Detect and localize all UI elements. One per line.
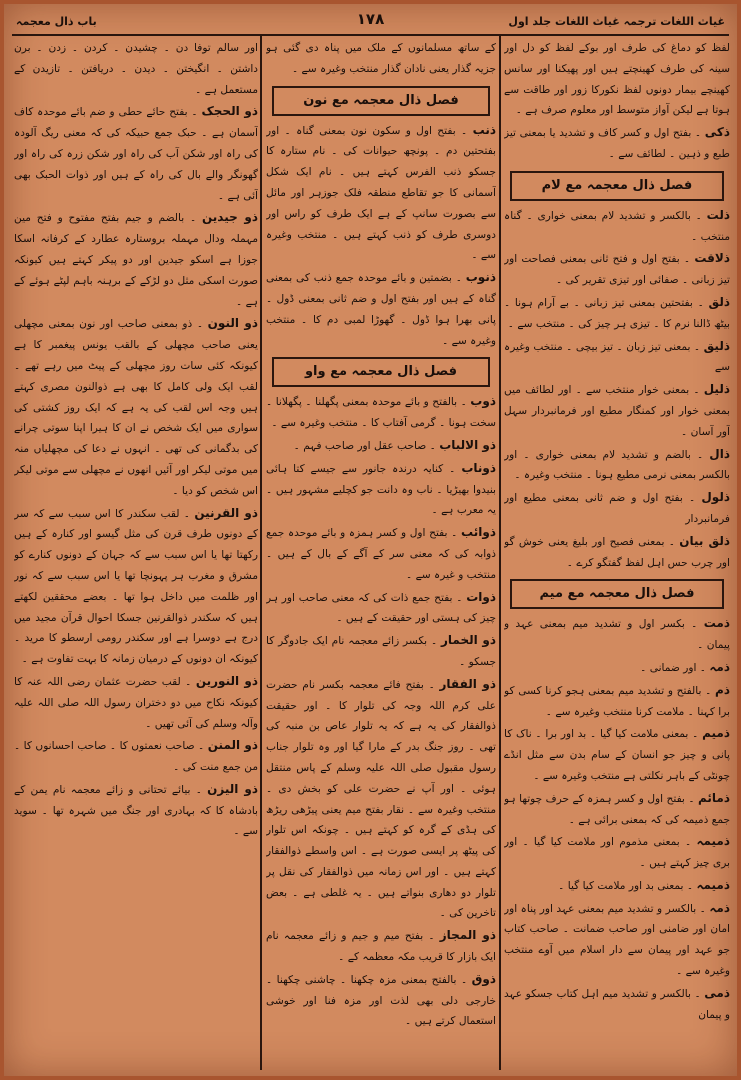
dictionary-entry: ذکی ۔ بفتح اول و کسر کاف و تشدید یا بمعنی تیز طبع و ذہین ۔ لطائف سے ۔ (504, 125, 730, 160)
entry-definition: صاحب نعمتوں کا ۔ صاحب احسانوں کا ۔ من جمع منت کی ۔ (14, 740, 258, 774)
entry-headword: ذلق (708, 294, 730, 309)
entry-definition: بالفتح بمعنی مزہ چکھنا ۔ چاشنی چکھنا ۔ خارجی دلی بھی لذت اور مزہ فنا اور خوشی استعمال کرتے ہیں ۔ (266, 973, 496, 1028)
entry-headword: ذمیمہ (696, 834, 730, 849)
dictionary-entry: ذوناب ۔ کنایہ درندہ جانور سے جیسے کتا ہائی بنیدوا بھیڑیا ۔ ناب وہ دانت جو کچلیے مشہور ہیں ۔ یہ معرب ہے ۔ (266, 460, 496, 517)
entry-definition: بکسر اول و تشدید میم بمعنی عہد و پیمان ۔ (504, 618, 730, 652)
dictionary-entry: ذلیق ۔ بمعنی تیز زبان ۔ تیز بیچی ۔ منتخب وغیرہ سے (504, 338, 730, 374)
header-book-title: غیاث اللغات ترجمہ غیاث اللغات جلد اول (508, 15, 725, 28)
dictionary-entry: ذو الیزن ۔ بیائے تحتانی و زائے معجمہ نام یمن کے بادشاہ کا کہ بہادری اور جنگ میں شہرہ تھا ۔ سوید سے ۔ (14, 781, 258, 838)
entry-definition: بفتح اول و ضم ثانی بمعنی مطیع اور فرمانبردار (504, 492, 730, 525)
entry-definition: بفتح جمع ذات کی کہ معنی صاحب اور ہر چیز کی ہستی اور حقیقت کے ہیں ۔ (266, 591, 496, 625)
section-heading: فصل ذال معجمہ مع میم (510, 579, 724, 609)
entry-definition: بضمتین و بائے موحدہ جمع ذنب کی بمعنی گناہ کے ہیں اور بفتح اول و ضم ثانی بمعنی ڈول ۔ پانی بھرا ہوا ڈول ۔ گھوڑا لمبی دم کا ۔ منتخب وغیرہ سے ۔ (266, 272, 496, 347)
dictionary-entry: ذم ۔ بالفتح و تشدید میم بمعنی ہجو کرنا کسی کو برا کہنا ۔ ملامت کرنا منتخب وغیرہ سے ۔ (504, 682, 730, 718)
dictionary-entry: ذو الحجک ۔ بفتح حائے حطی و ضم بائے موحدہ کاف آسمان ہے ۔ حبک جمع حبیکہ کی کہ معنی ریگ آلودہ کی راہ اور شکن آب کی راہ اور شکن زرہ کی راہ اور گھونگر والے بال کی راہ کے ہیں اور ذوات الحبک بھی آئی ہے ۔ (14, 104, 258, 202)
entry-definition: بمعنی مذموم اور ملامت کیا گیا ۔ اور بری چیز کہتے ہیں ۔ (504, 836, 730, 870)
entry-definition: بالضم و تشدید لام بمعنی خواری ۔ اور بالکسر بمعنی نرمی مطیع ہونا ۔ منتخب وغیرہ ۔ (504, 448, 730, 482)
entry-headword: ذنوب (465, 270, 496, 285)
header-section-title: باب ذال معجمہ (16, 15, 97, 28)
page-header (12, 8, 729, 36)
entry-headword: ذوب (470, 394, 496, 409)
entry-headword: ذمیم (702, 726, 730, 741)
dictionary-entry: ذو النورین ۔ لقب حضرت عثمان رضی اللہ عنہ کا کیونکہ نکاح میں دو دختران رسول اللہ صلی اللہ علیہ وآلہ وسلم کی آئی تھیں ۔ (14, 673, 258, 730)
column-divider (499, 36, 501, 1070)
entry-definition: بفتح اول و کسر ہمزہ و بائے موحدہ جمع ذوابہ کی کہ معنی سر کے آگے کے بال کے ہیں ۔ منتخب و غیرہ سے ۔ (266, 527, 496, 581)
continued-text: لفظ کو دماغ کی طرف اور بوکے لفظ کو دل اور سینہ کی طرف کھینچتے ہیں اور پھیکنا اور سانس کھینچے بیمار دونوں لفظ نکورکا زور اور طاقت سے ہوتا ہے لیکن آواز متوسط اور معلوم صرف ہے ۔ (504, 42, 730, 117)
entry-definition: بالفتح و بائے موحدہ بمعنی پگھلنا ۔ پگھلانا ۔ سخت ہونا ۔ گرمی آفتاب کا ۔ منتخب وغیرہ سے ۔ (266, 396, 496, 430)
dictionary-entry: ذو القرنین ۔ لقب سکندر کا اس سبب سے کہ سر کے دونوں طرف قرن کی مثل گیسو اور کنارہ کے ہیں رکھتا تھا یا اس سبب سے کہ جہان کے دونوں کنارے کو مشرق و مغرب ہر پہونچا تھا یا اس سبب سے کہ نور اور ظلمت میں داخل ہوا تھا ۔ بعضے محققین لکھتے ہیں کہ سکندر ذوالقرنین جسکا احوال قرآن مجید میں درج ہے دوسرا ہے اور سکندر رومی ارسطو کا مرید ۔ کیونکہ ان دونوں کے درمیان زمانہ کا بہت تفاوت ہے ۔ (14, 505, 258, 666)
entry-definition: بالفتح و تشدید میم بمعنی ہجو کرنا کسی کو برا کہنا ۔ ملامت کرنا منتخب وغیرہ سے ۔ (504, 684, 730, 718)
dictionary-entry: ذوق ۔ بالفتح بمعنی مزہ چکھنا ۔ چاشنی چکھنا ۔ خارجی دلی بھی لذت اور مزہ فنا اور خوشی استعمال کرتے ہیں ۔ (266, 971, 496, 1028)
dictionary-entry: ذمہ ۔ بالکسر و تشدید میم بمعنی عہد اور پناہ اور امان اور ضامنی اور صاحب ضمانت ۔ صاحب کتاب جو عہد اور پیمان سے دار اسلام میں آوے منتخب وغیرہ سے ۔ (504, 900, 730, 978)
entry-headword: ذلق بیان (679, 533, 730, 548)
entry-definition: بفتح میم و جیم و زائے معجمہ نام ایک بازار کا قریب مکہ معظمہ کے ۔ (266, 930, 496, 964)
entry-headword: ذو المنن (207, 738, 258, 753)
entry-headword: ذو الخمار (441, 633, 496, 648)
dictionary-entry: ذو الفقار ۔ بفتح فائے معجمہ بکسر نام حضرت علی کرم اللہ وجہ کی تلوار کا ۔ اور حقیقت ذوالفقار کی یہ ہے کہ یہ تلوار عاص بن منبہ کی تھی ۔ روز جنگ بدر کے مارا گیا اور وہ تلوار جناب رسول مقبول صلی اللہ علیہ وسلم کے پاس منتقل ہوئی ۔ اور آپ نے حضرت علی کو بخش دی ۔ منتخب وغیرہ سے ۔ نقار بفتح میم یعنی پیڑھی ریڑھ کی ہڈی کے گرہ کو کہتے ہیں ۔ چونکہ اس تلوار کی پیٹھ پر ایسی صورت ہے ۔ اس واسطے ذوالفقار کہتے ہیں ۔ اور اس زمانہ میں ذوالفقار کی نقل پر تلوار دو دھاری بنواتے ہیں ۔ یہ غلطی ہے ۔ بعض تاخرین کی ۔ (266, 676, 496, 920)
dictionary-entry: ذلت ۔ بالکسر و تشدید لام بمعنی خواری ۔ گناہ منتخب ۔ (504, 207, 730, 243)
entry-definition: بفتحتین بمعنی تیز زبانی ۔ بے آرام ہونا ۔ بیٹھ ڈالنا نرم کا ۔ تیزی ہر چیز کی ۔ منتخب سے ۔ (504, 296, 730, 330)
continued-text: کے ساتھ مسلمانوں کے ملک میں پناہ دی گئی ہو جزیہ گذار یعنی نادان گذار منتخب وغیرہ سے ۔ (266, 42, 496, 75)
entry-definition: بالکسر و تشدید میم اہل کتاب جسکو عہد و پیمان (504, 987, 730, 1021)
entry-headword: ذوائب (461, 525, 496, 540)
entry-definition: بفتح اول و سکون نون بمعنی گناہ ۔ اور بفتحتین دم ۔ پونچھ حیوانات کی ۔ نام ستارہ کا جسکو ذنب الفرس کہتے ہیں ۔ نام ایک شکل آسمانی کا جو تقاطع منطقہ فلک جوزہر اور مائل سے بصورت سانپ کے ہے ایک طرف کو راس اور دوسری طرف کو ذنب کہتے ہیں ۔ منتخب وغیرہ سے ۔ (266, 124, 496, 262)
dictionary-entry: ذلیل ۔ بمعنی خوار منتخب سے ۔ اور لطائف میں بمعنی خوار اور کمنگار مطیع اور فرمانبردار سہل آور آسان ۔ (504, 382, 730, 438)
page-number: ۱۷۸ (356, 10, 385, 28)
entry-definition: بمعنی تیز زبان ۔ تیز بیچی ۔ منتخب وغیرہ سے (504, 340, 730, 374)
dictionary-entry: ذلول ۔ بفتح اول و ضم ثانی بمعنی مطیع اور فرمانبردار (504, 490, 730, 525)
dictionary-entry: ذمت ۔ بکسر اول و تشدید میم بمعنی عہد و پیمان ۔ (504, 616, 730, 652)
dictionary-entry: ذو الخمار ۔ بکسر زائے معجمہ نام ایک جادوگر کا جسکو ۔ (266, 633, 496, 668)
entry-headword: ذلاقت (694, 251, 730, 266)
entry-headword: ذنب (472, 122, 496, 137)
dictionary-entry: ذنب ۔ بفتح اول و سکون نون بمعنی گناہ ۔ اور بفتحتین دم ۔ پونچھ حیوانات کی ۔ نام ستارہ کا جسکو ذنب الفرس کہتے ہیں ۔ نام ایک شکل آسمانی کا جو تقاطع منطقہ فلک جوزہر اور مائل سے بصورت سانپ کے ہے ایک طرف کو راس اور دوسری طرف کو ذنب کہتے ہیں ۔ منتخب وغیرہ سے ۔ (266, 122, 496, 262)
entry-definition: کنایہ درندہ جانور سے جیسے کتا ہائی بنیدوا بھیڑیا ۔ ناب وہ دانت جو کچلیے مشہور ہیں ۔ یہ معرب ہے ۔ (266, 462, 496, 517)
entry-definition: صاحب عقل اور صاحب فہم ۔ (293, 439, 427, 452)
entry-definition: بفتح اول و فتح ثانی بمعنی فصاحت اور تیز زبانی ۔ صفائی اور تیزی تقریر کی ۔ (504, 253, 730, 287)
entry-headword: ذکی (704, 125, 730, 140)
entry-headword: ذلول (701, 490, 730, 505)
entry-definition: بالضم و جیم بفتح مفتوح و فتح مین مہملہ ودال مہملہ بروستارہ عطارد کے کرفانہ اسکا جوزا ہے اسکو جیدین اور دو پیکر کہتے ہیں کیونکہ صورت اسکی مثل دو لڑکے کے برہنہ باہم لپٹے ہوئے کے ہے ۔ (14, 212, 258, 308)
dictionary-entry: ذوب ۔ بالفتح و بائے موحدہ بمعنی پگھلنا ۔ پگھلانا ۔ سخت ہونا ۔ گرمی آفتاب کا ۔ منتخب وغیرہ سے ۔ (266, 394, 496, 430)
dictionary-entry: ذلاقت ۔ بفتح اول و فتح ثانی بمعنی فصاحت اور تیز زبانی ۔ صفائی اور تیزی تقریر کی ۔ (504, 251, 730, 287)
dictionary-entry: ذمیمہ ۔ بمعنی بد اور ملامت کیا گیا ۔ (558, 877, 730, 892)
entry-definition: بیائے تحتانی و زائے معجمہ نام یمن کے بادشاہ کا کہ بہادری اور جنگ میں شہرہ تھا ۔ سوید سے ۔ (14, 783, 258, 838)
dictionary-entry: ذمی ۔ بالکسر و تشدید میم اہل کتاب جسکو عہد و پیمان (504, 985, 730, 1021)
entry-definition: بمعنی خوار منتخب سے ۔ اور لطائف میں بمعنی خوار اور کمنگار مطیع اور فرمانبردار سہل آور آسان ۔ (504, 384, 730, 438)
dictionary-entry: ذمائم ۔ بفتح اول و کسر ہمزہ کے حرف چوتھا ہو جمع ذمیمہ کی کہ بمعنی برائی ہے ۔ (504, 790, 730, 826)
entry-headword: ذمیمہ (696, 877, 730, 892)
dictionary-entry: ذمہ ۔ اور ضمانی ۔ (640, 659, 730, 674)
entry-headword: ذلت (706, 207, 730, 222)
entry-definition: بکسر زائے معجمہ نام ایک جادوگر کا جسکو ۔ (266, 635, 496, 668)
entry-definition: اور ضمانی ۔ (640, 661, 697, 674)
entry-headword: ذال (709, 446, 730, 461)
entry-headword: ذو الحجک (201, 104, 258, 119)
continued-text: اور سالم توفا دن ۔ چشیدن ۔ کردن ۔ زدن ۔ برن داشتن ۔ انگیختن ۔ دیدن ۔ دریافتن ۔ تازیدن کے مستعمل ہے ۔ (14, 42, 258, 96)
entry-headword: ذلیق (703, 338, 730, 353)
entry-headword: ذوناب (461, 460, 496, 475)
dictionary-entry: ذنوب ۔ بضمتین و بائے موحدہ جمع ذنب کی بمعنی گناہ کے ہیں اور بفتح اول و ضم ثانی بمعنی ڈول ۔ پانی بھرا ہوا ڈول ۔ گھوڑا لمبی دم کا ۔ منتخب وغیرہ سے ۔ (266, 270, 496, 347)
entry-headword: ذو القرنین (194, 505, 258, 520)
dictionary-entry: ذو الالباب ۔ صاحب عقل اور صاحب فہم ۔ (293, 437, 496, 452)
entry-definition: بمعنی بد اور ملامت کیا گیا ۔ (558, 879, 684, 892)
entry-definition: بالکسر و تشدید میم بمعنی عہد اور پناہ اور امان اور ضامنی اور صاحب ضمانت ۔ صاحب کتاب جو عہد اور پیمان سے دار اسلام میں آوے منتخب وغیرہ سے ۔ (504, 902, 730, 978)
entry-definition: بفتح اول و کسر ہمزہ کے حرف چوتھا ہو جمع ذمیمہ کی کہ بمعنی برائی ہے ۔ (504, 792, 730, 826)
dictionary-entry: ذو المجاز ۔ بفتح میم و جیم و زائے معجمہ نام ایک بازار کا قریب مکہ معظمہ کے ۔ (266, 928, 496, 964)
dictionary-entry: ذمیم ۔ بمعنی ملامت کیا گیا ۔ بد اور برا ۔ ناک کا پانی و چیز جو انسان کے سام بدن سے مثل انڈے چونٹی کے باہر نکلتی ہے منتخب وغیرہ سے ۔ (504, 726, 730, 782)
entry-headword: ذو جیدین (201, 210, 258, 225)
entry-definition: لقب سکندر کا اس سبب سے کہ سر کے دونوں طرف قرن کی مثل گیسو اور کنارہ کے ہیں رکھتا تھا یا اس سبب سے کہ جہان کے دونوں کنارے کو مشرق و مغرب ہر پہونچا تھا یا اس سبب سے کہ نور اور ظلمت میں داخل ہوا تھا ۔ بعضے محققین لکھتے ہیں کہ سکندر ذوالقرنین جسکا احوال قرآن مجید میں درج ہے دوسرا ہے اور سکندر رومی ارسطو کا مرید ۔ کیونکہ ان دونوں کے درمیان زمانہ کا بہت تفاوت ہے ۔ (14, 507, 258, 666)
section-heading: فصل ذال معجمہ مع لام (510, 171, 724, 201)
entry-definition: لقب حضرت عثمان رضی اللہ عنہ کا کیونکہ نکاح میں دو دختران رسول اللہ صلی اللہ علیہ وآلہ وسلم کی آئی تھیں ۔ (14, 675, 258, 730)
entry-headword: ذمت (703, 616, 730, 631)
entry-headword: ذو النون (207, 316, 258, 331)
entry-headword: ذمہ (709, 900, 730, 915)
entry-headword: ذمائم (698, 790, 730, 805)
entry-headword: ذو المجاز (439, 928, 496, 943)
entry-headword: ذمی (704, 985, 730, 1000)
column-divider (260, 36, 262, 1070)
entry-headword: ذلیل (703, 382, 730, 397)
dictionary-entry: ذو المنن ۔ صاحب نعمتوں کا ۔ صاحب احسانوں کا ۔ من جمع منت کی ۔ (14, 738, 258, 774)
entry-headword: ذم (715, 682, 730, 697)
entry-headword: ذو الفقار (439, 676, 496, 691)
entry-definition: بالکسر و تشدید لام بمعنی خواری ۔ گناہ منتخب ۔ (504, 209, 730, 243)
entry-definition: ذو بمعنی صاحب اور نون بمعنی مچھلی یعنی صاحب مچھلی کے بالقب یونس پیغمبر کا ہے کیونکہ کئی سات روز مچھلی کے پیٹ میں رہے تھے ۔ لقب ایک ولی کامل کا بھی ہے ذوالنون مصری کہتے ہیں وجہ اس لقب کی یہ ہے کہ ایک روز کشتی کی سواری میں ایک شخص نے ان کا ہیرا اپنا سوتی چرانے کی بدگمانی کی تھی ۔ انہوں نے دعا کی مچھلیاں منہ میں موتی لیکر اور آئیں انھوں نے مچھلی سے موتی لیکر اس شخص کو دیا ۔ (14, 318, 258, 497)
dictionary-entry: ذال ۔ بالضم و تشدید لام بمعنی خواری ۔ اور بالکسر بمعنی نرمی مطیع ہونا ۔ منتخب وغیرہ ۔ (504, 446, 730, 482)
dictionary-entry: ذمیمہ ۔ بمعنی مذموم اور ملامت کیا گیا ۔ اور بری چیز کہتے ہیں ۔ (504, 834, 730, 870)
dictionary-entry: ذو النون ۔ ذو بمعنی صاحب اور نون بمعنی مچھلی یعنی صاحب مچھلی کے بالقب یونس پیغمبر کا ہے کیونکہ کئی سات روز مچھلی کے پیٹ میں رہے تھے ۔ لقب ایک ولی کامل کا بھی ہے ذوالنون مصری کہتے ہیں وجہ اس لقب کی یہ ہے کہ ایک روز کشتی کی سواری میں ایک شخص نے ان کا ہیرا اپنا سوتی چرانے کی بدگمانی کی تھی ۔ انہوں نے دعا کی مچھلیاں منہ میں موتی لیکر اور آئیں انھوں نے مچھلی سے موتی لیکر اس شخص کو دیا ۔ (14, 316, 258, 497)
entry-definition: بمعنی ملامت کیا گیا ۔ بد اور برا ۔ ناک کا پانی و چیز جو انسان کے سام بدن سے مثل انڈے چونٹی کے باہر نکلتی ہے منتخب وغیرہ سے ۔ (504, 728, 730, 782)
entry-headword: ذو النورین (195, 673, 258, 688)
entry-headword: ذوق (471, 971, 496, 986)
dictionary-entry: ذو جیدین ۔ بالضم و جیم بفتح مفتوح و فتح مین مہملہ ودال مہملہ بروستارہ عطارد کے کرفانہ اسکا جوزا ہے اسکو جیدین اور دو پیکر کہتے ہیں کیونکہ صورت اسکی مثل دو لڑکے کے برہنہ باہم لپٹے ہوئے کے ہے ۔ (14, 210, 258, 308)
entry-definition: بفتح حائے حطی و ضم بائے موحدہ کاف آسمان ہے ۔ حبک جمع حبیکہ کی کہ معنی ریگ آلودہ کی راہ اور شکن آب کی راہ اور شکن زرہ کی راہ اور گھونگر والے بال کی راہ کے ہیں اور ذوات الحبک بھی آئی ہے ۔ (14, 106, 258, 202)
dictionary-entry: ذلق ۔ بفتحتین بمعنی تیز زبانی ۔ بے آرام ہونا ۔ بیٹھ ڈالنا نرم کا ۔ تیزی ہر چیز کی ۔ منتخب سے ۔ (504, 294, 730, 330)
entry-definition: بفتح اول و کسر کاف و تشدید یا بمعنی تیز طبع و ذہین ۔ لطائف سے ۔ (504, 127, 730, 160)
entry-headword: ذو الیزن (207, 781, 258, 796)
section-heading: فصل ذال معجمہ مع نون (272, 86, 490, 116)
entry-headword: ذو الالباب (439, 437, 496, 452)
entry-headword: ذوات (466, 589, 496, 604)
dictionary-page (4, 4, 737, 1076)
entry-definition: بمعنی فصیح اور بلیغ یعنی خوش گو اور چرب حس اہل لفظ گفتگو کرے ۔ (504, 535, 730, 569)
section-heading: فصل ذال معجمہ مع واو (272, 357, 490, 387)
text-column-middle (266, 38, 496, 1070)
entry-definition: بفتح فائے معجمہ بکسر نام حضرت علی کرم اللہ وجہ کی تلوار کا ۔ اور حقیقت ذوالفقار کی یہ ہے کہ یہ تلوار عاص بن منبہ کی تھی ۔ روز جنگ بدر کے مارا گیا اور وہ تلوار جناب رسول مقبول صلی اللہ علیہ وسلم کے پاس منتقل ہوئی ۔ اور آپ نے حضرت علی کو بخش دی ۔ منتخب وغیرہ سے ۔ نقار بفتح میم یعنی پیڑھی ریڑھ کی ہڈی کے گرہ کو کہتے ہیں ۔ چونکہ اس تلوار کی پیٹھ پر ایسی صورت ہے ۔ اس واسطے ذوالفقار کہتے ہیں ۔ اور اس زمانہ میں ذوالفقار کی نقل پر تلوار دو دھاری بنواتے ہیں ۔ یہ غلطی ہے ۔ بعض تاخرین کی ۔ (266, 678, 496, 920)
entry-headword: ذمہ (709, 659, 730, 674)
dictionary-entry: ذوائب ۔ بفتح اول و کسر ہمزہ و بائے موحدہ جمع ذوابہ کی کہ معنی سر کے آگے کے بال کے ہیں ۔ منتخب و غیرہ سے ۔ (266, 525, 496, 581)
dictionary-entry: ذوات ۔ بفتح جمع ذات کی کہ معنی صاحب اور ہر چیز کی ہستی اور حقیقت کے ہیں ۔ (266, 589, 496, 625)
dictionary-entry: ذلق بیان ۔ بمعنی فصیح اور بلیغ یعنی خوش گو اور چرب حس اہل لفظ گفتگو کرے ۔ (504, 533, 730, 569)
text-column-right (504, 38, 730, 1070)
text-column-left (14, 38, 258, 1070)
